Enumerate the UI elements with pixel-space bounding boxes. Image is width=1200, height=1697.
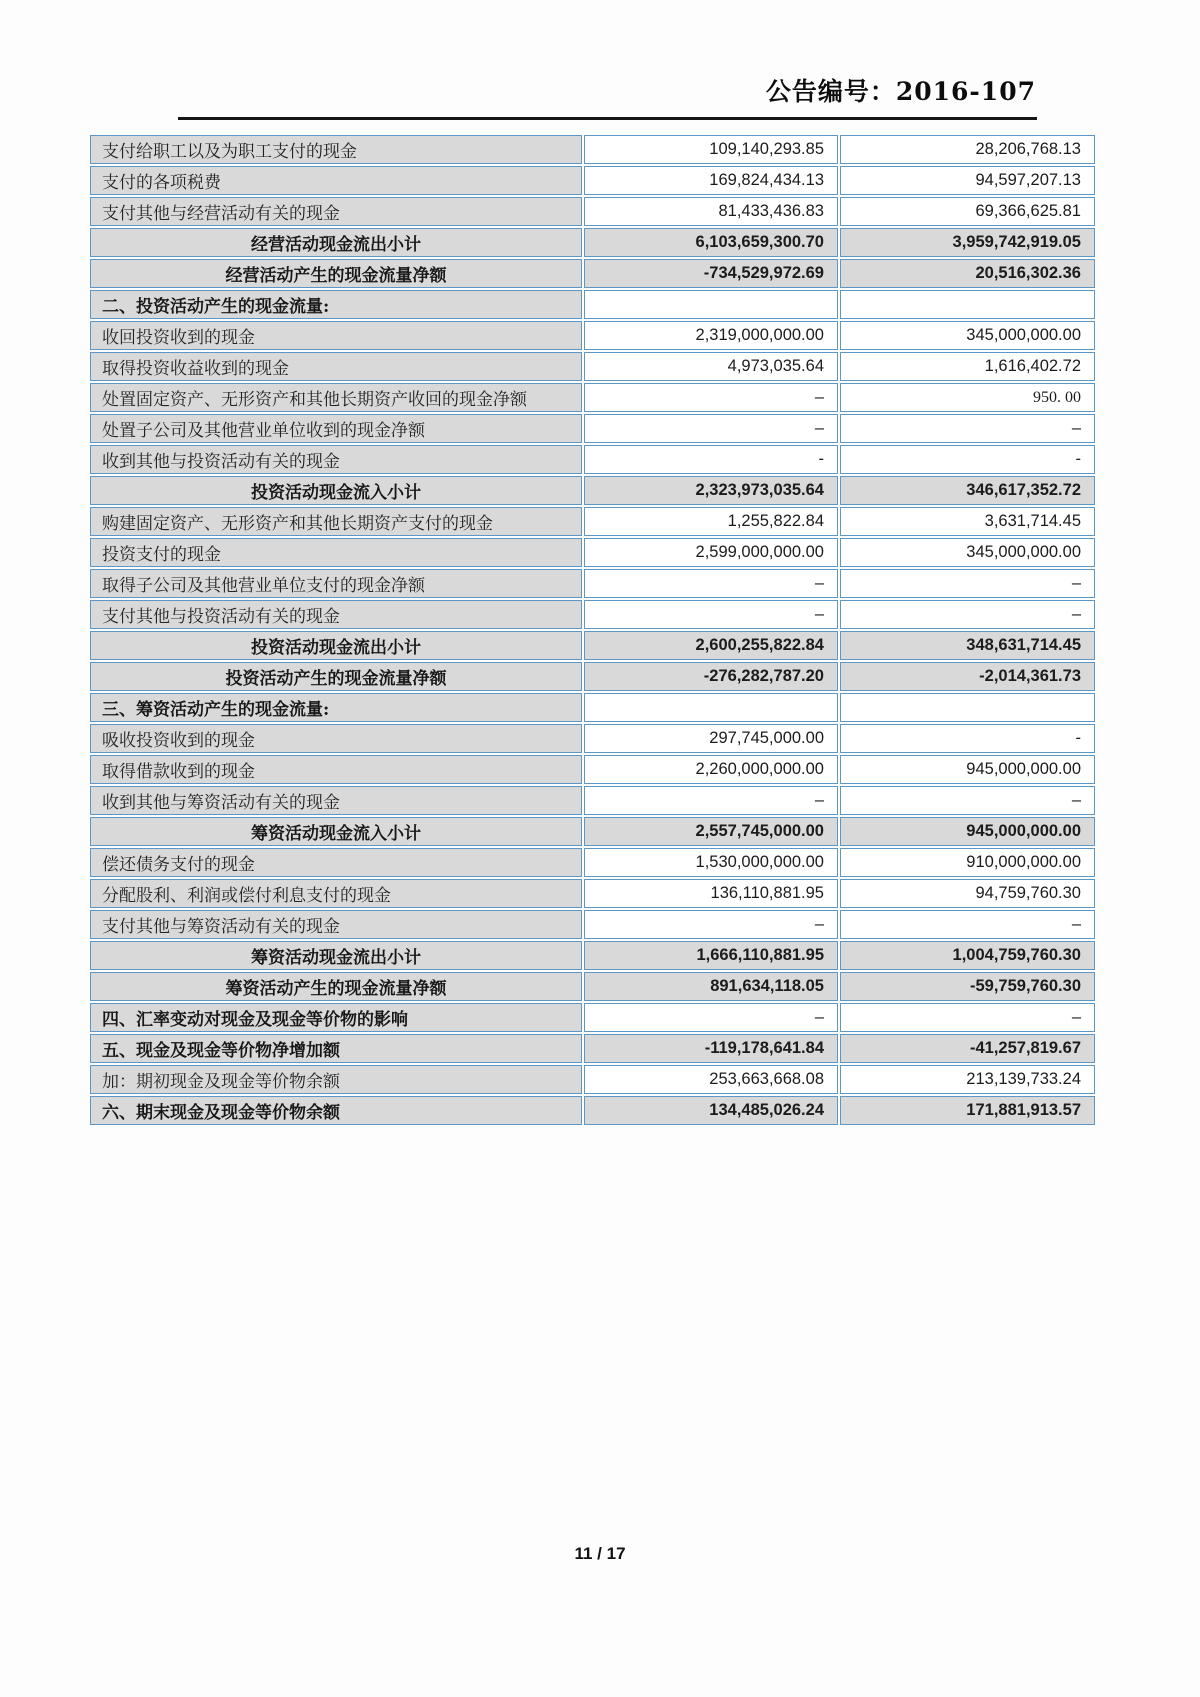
current-period-value: 2,600,255,822.84 (584, 631, 838, 660)
table-row (90, 724, 1095, 753)
prior-period-value: 3,631,714.45 (840, 507, 1095, 536)
current-period-value: 2,323,973,035.64 (584, 476, 838, 505)
row-label: 五、现金及现金等价物净增加额 (90, 1034, 582, 1063)
current-period-value: – (584, 600, 838, 629)
prior-period-value: 171,881,913.57 (840, 1096, 1095, 1125)
row-label: 六、期末现金及现金等价物余额 (90, 1096, 582, 1125)
table-row (90, 1096, 1095, 1125)
table-row (90, 321, 1095, 350)
current-period-value: – (584, 569, 838, 598)
prior-period-value: 20,516,302.36 (840, 259, 1095, 288)
prior-period-value: 346,617,352.72 (840, 476, 1095, 505)
table-row (90, 414, 1095, 443)
prior-period-value: 910,000,000.00 (840, 848, 1095, 877)
row-label: 购建固定资产、无形资产和其他长期资产支付的现金 (90, 507, 582, 536)
current-period-value: -734,529,972.69 (584, 259, 838, 288)
row-label: 筹资活动现金流入小计 (90, 817, 582, 846)
current-period-value: 4,973,035.64 (584, 352, 838, 381)
table-row (90, 1003, 1095, 1032)
prior-period-value: -2,014,361.73 (840, 662, 1095, 691)
current-period-value: 81,433,436.83 (584, 197, 838, 226)
prior-period-value: 945,000,000.00 (840, 755, 1095, 784)
row-label: 吸收投资收到的现金 (90, 724, 582, 753)
prior-period-value: 348,631,714.45 (840, 631, 1095, 660)
current-period-value: 891,634,118.05 (584, 972, 838, 1001)
prior-period-value: 345,000,000.00 (840, 321, 1095, 350)
table-row (90, 631, 1095, 660)
table-row (90, 538, 1095, 567)
current-period-value (584, 290, 838, 319)
table-row (90, 786, 1095, 815)
prior-period-value: – (840, 569, 1095, 598)
table-row (90, 817, 1095, 846)
current-period-value: -276,282,787.20 (584, 662, 838, 691)
current-period-value: 1,666,110,881.95 (584, 941, 838, 970)
current-period-value: 6,103,659,300.70 (584, 228, 838, 257)
row-label: 三、筹资活动产生的现金流量: (90, 693, 582, 722)
prior-period-value: -59,759,760.30 (840, 972, 1095, 1001)
current-period-value: – (584, 1003, 838, 1032)
prior-period-value: 945,000,000.00 (840, 817, 1095, 846)
announcement-number: 公告编号：2016-107 (765, 77, 1036, 106)
table-row (90, 445, 1095, 474)
prior-period-value: - (840, 445, 1095, 474)
row-label: 分配股利、利润或偿付利息支付的现金 (90, 879, 582, 908)
prior-period-value: 213,139,733.24 (840, 1065, 1095, 1094)
current-period-value: 169,824,434.13 (584, 166, 838, 195)
row-label: 支付的各项税费 (90, 166, 582, 195)
table-row (90, 507, 1095, 536)
current-period-value: 253,663,668.08 (584, 1065, 838, 1094)
current-period-value: 109,140,293.85 (584, 135, 838, 164)
table-row (90, 600, 1095, 629)
row-label: 经营活动产生的现金流量净额 (90, 259, 582, 288)
row-label: 投资活动产生的现金流量净额 (90, 662, 582, 691)
table-row (90, 166, 1095, 195)
current-period-value (584, 693, 838, 722)
prior-period-value: 94,597,207.13 (840, 166, 1095, 195)
prior-period-value (840, 290, 1095, 319)
table-row (90, 1065, 1095, 1094)
current-period-value: 134,485,026.24 (584, 1096, 838, 1125)
prior-period-value: -41,257,819.67 (840, 1034, 1095, 1063)
current-period-value: -119,178,641.84 (584, 1034, 838, 1063)
table-row (90, 290, 1095, 319)
row-label: 取得借款收到的现金 (90, 755, 582, 784)
page-number: 11 / 17 (574, 1544, 626, 1563)
current-period-value: 297,745,000.00 (584, 724, 838, 753)
table-row (90, 197, 1095, 226)
prior-period-value: – (840, 414, 1095, 443)
row-label: 加：期初现金及现金等价物余额 (90, 1065, 582, 1094)
row-label: 支付其他与投资活动有关的现金 (90, 600, 582, 629)
row-label: 投资活动现金流入小计 (90, 476, 582, 505)
row-label: 收回投资收到的现金 (90, 321, 582, 350)
current-period-value: 136,110,881.95 (584, 879, 838, 908)
row-label: 筹资活动现金流出小计 (90, 941, 582, 970)
row-label: 四、汇率变动对现金及现金等价物的影响 (90, 1003, 582, 1032)
table-row (90, 879, 1095, 908)
table-row (90, 352, 1095, 381)
cash-flow-statement-table (88, 133, 1097, 1127)
prior-period-value: 94,759,760.30 (840, 879, 1095, 908)
current-period-value: 2,557,745,000.00 (584, 817, 838, 846)
table-row (90, 476, 1095, 505)
table-row (90, 848, 1095, 877)
row-label: 收到其他与筹资活动有关的现金 (90, 786, 582, 815)
current-period-value: 2,599,000,000.00 (584, 538, 838, 567)
row-label: 处置子公司及其他营业单位收到的现金净额 (90, 414, 582, 443)
table-row (90, 910, 1095, 939)
table-row (90, 383, 1095, 412)
row-label: 筹资活动产生的现金流量净额 (90, 972, 582, 1001)
current-period-value: - (584, 445, 838, 474)
row-label: 投资支付的现金 (90, 538, 582, 567)
table-row (90, 755, 1095, 784)
prior-period-value: 345,000,000.00 (840, 538, 1095, 567)
row-label: 偿还债务支付的现金 (90, 848, 582, 877)
current-period-value: 1,255,822.84 (584, 507, 838, 536)
row-label: 支付其他与筹资活动有关的现金 (90, 910, 582, 939)
row-label: 投资活动现金流出小计 (90, 631, 582, 660)
row-label: 收到其他与投资活动有关的现金 (90, 445, 582, 474)
current-period-value: – (584, 383, 838, 412)
prior-period-value: – (840, 600, 1095, 629)
current-period-value: 2,260,000,000.00 (584, 755, 838, 784)
prior-period-value: 28,206,768.13 (840, 135, 1095, 164)
prior-period-value: – (840, 1003, 1095, 1032)
row-label: 取得子公司及其他营业单位支付的现金净额 (90, 569, 582, 598)
row-label: 处置固定资产、无形资产和其他长期资产收回的现金净额 (90, 383, 582, 412)
prior-period-value: 1,004,759,760.30 (840, 941, 1095, 970)
current-period-value: – (584, 786, 838, 815)
current-period-value: 2,319,000,000.00 (584, 321, 838, 350)
row-label: 支付其他与经营活动有关的现金 (90, 197, 582, 226)
prior-period-value: 1,616,402.72 (840, 352, 1095, 381)
current-period-value: – (584, 414, 838, 443)
table-row (90, 662, 1095, 691)
row-label: 取得投资收益收到的现金 (90, 352, 582, 381)
table-row (90, 135, 1095, 164)
table-row (90, 941, 1095, 970)
table-row (90, 259, 1095, 288)
table-row (90, 1034, 1095, 1063)
prior-period-value: 69,366,625.81 (840, 197, 1095, 226)
prior-period-value: – (840, 786, 1095, 815)
prior-period-value: – (840, 910, 1095, 939)
current-period-value: 1,530,000,000.00 (584, 848, 838, 877)
prior-period-value: 950. 00 (840, 383, 1095, 412)
table-row (90, 693, 1095, 722)
prior-period-value: 3,959,742,919.05 (840, 228, 1095, 257)
current-period-value: – (584, 910, 838, 939)
table-row (90, 228, 1095, 257)
header-underline (178, 117, 1037, 120)
prior-period-value: - (840, 724, 1095, 753)
prior-period-value (840, 693, 1095, 722)
table-row (90, 972, 1095, 1001)
row-label: 二、投资活动产生的现金流量: (90, 290, 582, 319)
row-label: 支付给职工以及为职工支付的现金 (90, 135, 582, 164)
table-row (90, 569, 1095, 598)
row-label: 经营活动现金流出小计 (90, 228, 582, 257)
